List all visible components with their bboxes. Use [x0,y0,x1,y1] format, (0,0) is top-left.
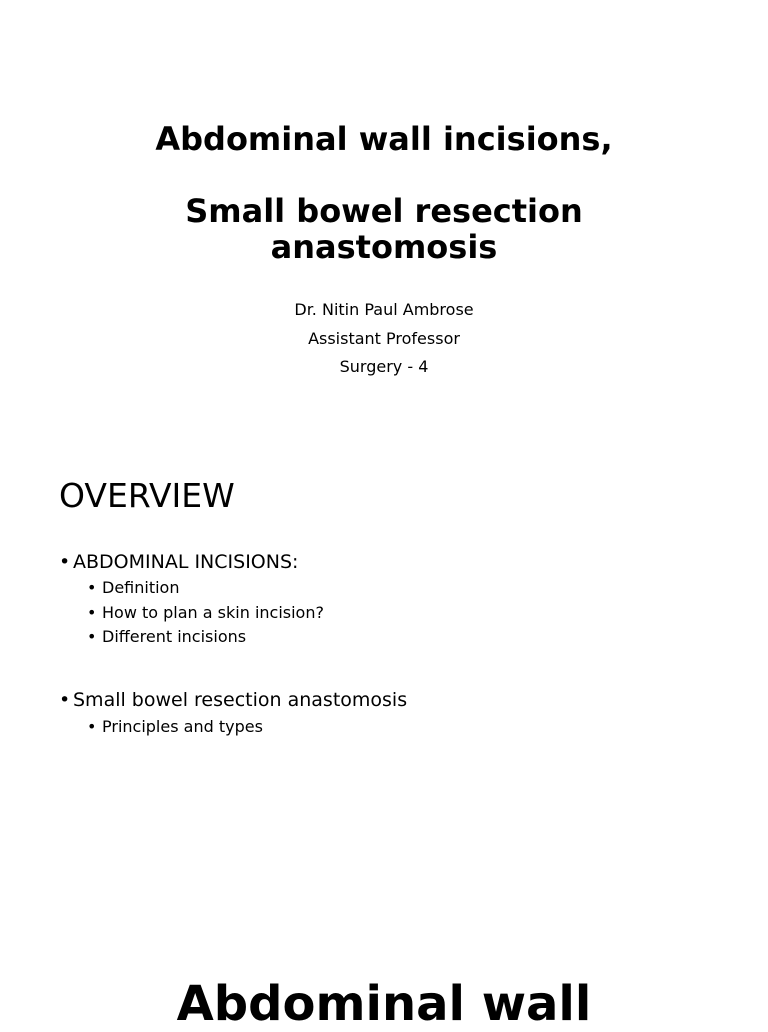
sub-bullet-item [87,578,179,598]
bullet-label: ABDOMINAL INCISIONS: [73,551,299,573]
bullet-dot: • [87,717,97,736]
title-slide [0,0,768,432]
bullet-dot: • [87,603,97,622]
author-department: Surgery - 4 [339,357,429,376]
sub-bullet-item [87,627,246,647]
bullet-item [59,550,298,574]
overview-slide [0,432,768,832]
sub-bullet-label: Definition [102,578,180,597]
next-slide [0,832,768,1032]
bullet-dot: • [59,689,71,711]
sub-bullet-label: How to plan a skin incision? [102,603,324,622]
slide-title-line-2: Small bowel resection [185,192,583,230]
next-slide-title: Abdominal wall [176,976,592,1032]
sub-bullet-item [87,603,324,623]
bullet-item [59,688,407,712]
bullet-dot: • [87,627,97,646]
slide-title-line-1: Abdominal wall incisions, [155,120,613,158]
bullet-dot: • [59,551,71,573]
author-position: Assistant Professor [308,329,460,348]
slide-title-line-3: anastomosis [270,228,498,266]
overview-heading: OVERVIEW [59,476,235,515]
sub-bullet-label: Different incisions [102,627,247,646]
author-name: Dr. Nitin Paul Ambrose [294,300,474,319]
sub-bullet-label: Principles and types [102,717,263,736]
bullet-dot: • [87,578,97,597]
sub-bullet-item [87,717,263,737]
bullet-label: Small bowel resection anastomosis [73,689,408,711]
